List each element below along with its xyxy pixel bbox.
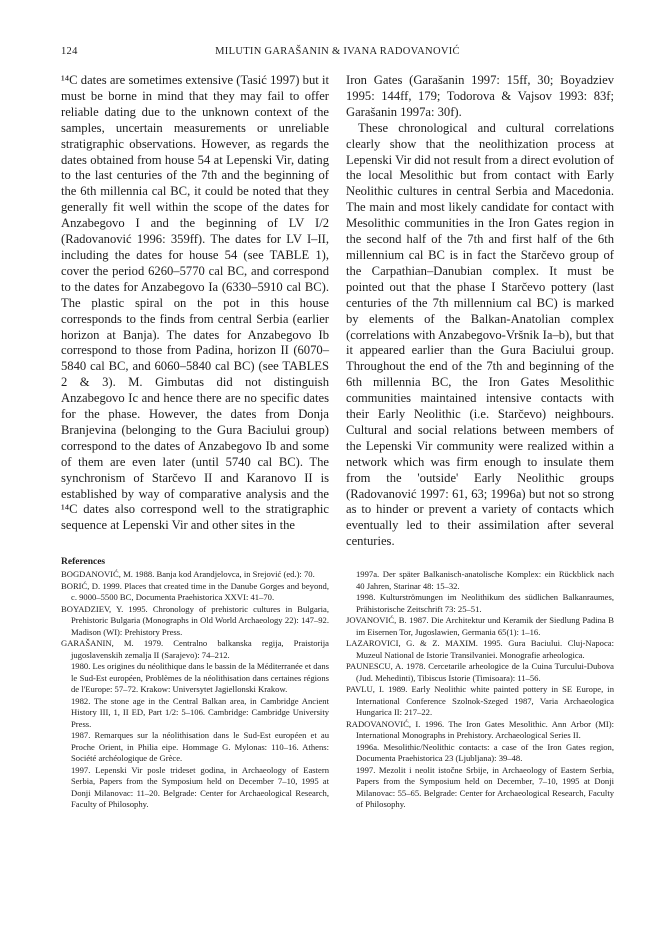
reference-entry: PAUNESCU, A. 1978. Cercetarile arheologice de la Cuina Turcului-Dubova (Jud. Mehedinti), Tibiscus Istorie (Timisoara): 11–56.	[346, 661, 614, 683]
reference-entry: 1997. Lepenski Vir posle trideset godina, in Archaeology of Eastern Serbia, Papers from the Symposium held on December 7–10, 1995 at Donji Milanovac: 11–20. Belgrade: Center for Archaeological Research, Faculty of Philosophy.	[71, 764, 329, 809]
reference-entry: RADOVANOVIĆ, I. 1996. The Iron Gates Mesolithic. Ann Arbor (MI): International Monographs in Prehistory. Archaeological Series II.	[346, 718, 614, 740]
references-left-column	[61, 569, 329, 811]
body-paragraph: ¹⁴C dates are sometimes extensive (Tasić 1997) but it must be borne in mind that they may fail to offer reliable dating due to the unknown context of the samples, uncertain measurements or unreliable stratigraphic observations. However, as regards the dates obtained from house 54 at Lepenski Vir, dating to the last centuries of the 7th and the beginning of the 6th millennia cal BC, it could be noted that they generally fit well within the scope of the dates for Anzabegovo I and the beginning of LV I/2 (Radovanović 1996: 359ff). The dates for LV I–II, including the dates for house 54 (see TABLE 1), cover the period 6260–5770 cal BC, and correspond to the dates for Anzabegovo Ia (6330–5910 cal BC). The plastic spiral on the pot in this house corresponds to the finds from central Serbia (earlier horizon at Banja). The dates for Anzabegovo Ib correspond to those from Padina, horizon II (6070–5840 cal BC, and 6060–5840 cal BC) (see TABLES 2 & 3). M. Gimbutas did not distinguish Anzabegovo Ic and hence there are no specific dates for the phase. However, the dates from Donja Branjevina (belonging to the Gura Baciului group) correspond to the dates of Anzabegovo Ib and some of them are even later (until 5740 cal BC). The synchronism of Starčevo II and Karanovo II is established by way of comparative analysis and the ¹⁴C dates also correspond well to the stratigraphic sequence at Lepenski Vir and other sites in the	[61, 73, 329, 533]
body-right-column	[346, 73, 614, 550]
references-right-column	[346, 569, 614, 811]
reference-entry: 1997a. Der später Balkanisch-anatolische Komplex: ein Rückblick nach 40 Jahren, Starinar 48: 15–32.	[356, 569, 614, 591]
body-paragraph: These chronological and cultural correlations clearly show that the neolithization process at Lepenski Vir did not result from a direct evolution of the local Mesolithic but from contact with Early Neolithic cultures in central Serbia and Macedonia. The main and most likely candidate for contact with Mesolithic communities in the Iron Gates region in the second half of the 7th and first half of the 6th millennium cal BC is in fact the Starčevo group of the Carpathian–Danubian complex. It must be pointed out that the phase I Starčevo pottery (last centuries of the 7th millennium cal BC) is marked by elements of the Balkan-Anatolian complex (correlations with Anzabegovo-Vršnik Ia–b), but that it appeared earlier than the Gura Baciului group. Throughout the end of the 7th and beginning of the 6th millennia BC, the Iron Gates Mesolithic communities maintained intensive contacts with their Early Neolithic (i.e. Starčevo) neighbours. Cultural and social relations between members of the Lepenski Vir community were realized within a network which was firm enough to insulate them from the 'outside' Early Neolithic groups (Radovanović 1997: 61, 63; 1996a) but not so strong as to hinder or prevent a variety of contacts which eventually led to their assimilation after several centuries.	[346, 120, 614, 549]
reference-entry: BORIĆ, D. 1999. Places that created time in the Danube Gorges and beyond, c. 9000–5500 BC, Documenta Praehistorica XXVI: 41–70.	[61, 580, 329, 602]
running-header	[61, 46, 614, 60]
reference-entry: 1997. Mezolit i neolit istočne Srbije, in Archaeology of Eastern Serbia, Papers from the Symposium held on December, 7–10, 1995 at Donji Milanovac: 55–65. Belgrade: Center for Archaeological Research, Faculty of Philosophy.	[356, 764, 614, 809]
reference-entry: 1987. Remarques sur la néolithisation dans le Sud-Est européen et au Proche Orient, in Philia eipe. Hommage G. Mylonas: 110–16. Athens: Société archéologique de Grèce.	[71, 730, 329, 763]
reference-entry: 1982. The stone age in the Central Balkan area, in Cambridge Ancient History III, 1, II ED, Part 1/2: 5–106. Cambridge: Cambridge University Press.	[71, 695, 329, 729]
reference-entry: PAVLU, I. 1989. Early Neolithic white painted pottery in SE Europe, in International Conference Szolnok-Szeged 1987, Varia Archaeologica Hungarica II: 217–22.	[346, 684, 614, 717]
reference-entry: BOGDANOVIĆ, M. 1988. Banja kod Arandjelovca, in Srejović (ed.): 70.	[61, 569, 315, 579]
running-title: MILUTIN GARAŠANIN & IVANA RADOVANOVIĆ	[215, 46, 460, 57]
reference-entry: 1980. Les origines du néolithique dans le bassin de la Méditerranée et dans le Sud-Est européen, Problèmes de la néolithisation dans certaines régions de l'Europe: 57–72. Krakow: Universytet Jagiellonski Krakow.	[71, 661, 329, 694]
reference-entry: BOYADZIEV, Y. 1995. Chronology of prehistoric cultures in Bulgaria, Prehistoric Bulgaria (Monographs in Old World Archaeology 22): 147–92. Madison (WI): Prehistory Press.	[61, 603, 329, 637]
reference-entry: 1996a. Mesolithic/Neolithic contacts: a case of the Iron Gates region, Documenta Praehistorica 23 (Ljubljana): 39–48.	[356, 741, 614, 763]
references-heading: References	[61, 557, 106, 567]
body-left-column	[61, 73, 329, 534]
body-paragraph: Iron Gates (Garašanin 1997: 15ff, 30; Boyadziev 1995: 144ff, 179; Todorova & Vajsov 1993: 83f; Garašanin 1997a: 30f).	[346, 73, 614, 119]
reference-entry: LAZAROVICI, G. & Z. MAXIM. 1995. Gura Baciului. Cluj-Napoca: Muzeul National de Istorie Transilvaniei. Monografie arheologica.	[346, 638, 614, 660]
reference-entry: 1998. Kulturströmungen im Neolithikum des südlichen Balkanraumes, Prähistorische Zeitschrift 73: 25–51.	[356, 592, 614, 614]
reference-entry: GARAŠANIN, M. 1979. Centralno balkanska regija, Praistorija jugoslavenskih zemalja II (Sarajevo): 74–212.	[61, 638, 329, 660]
reference-entry: JOVANOVIĆ, B. 1987. Die Architektur und Keramik der Siedlung Padina B im Eisernen Tor, Jugoslawien, Germania 65(1): 1–16.	[346, 615, 614, 637]
page-number: 124	[61, 46, 78, 57]
